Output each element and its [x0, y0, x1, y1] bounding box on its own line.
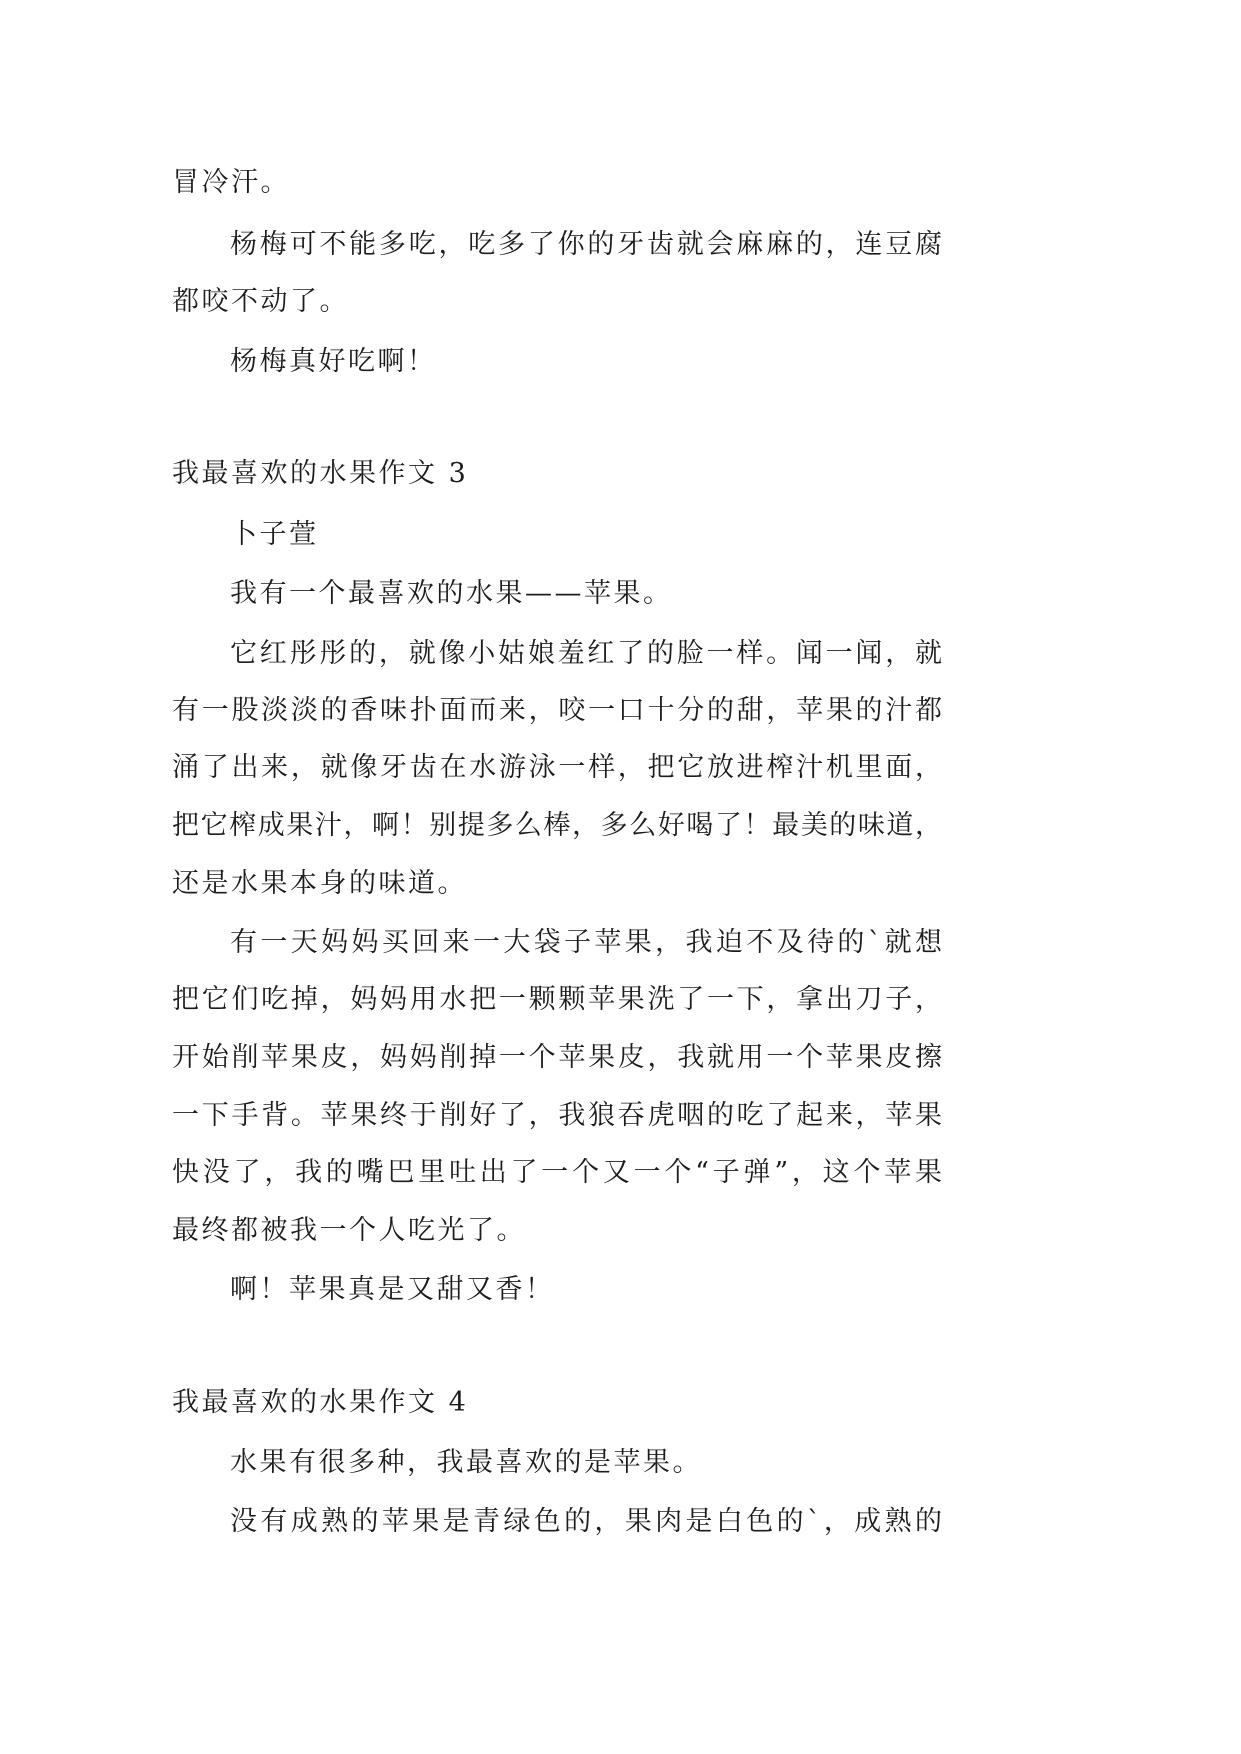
text-line: 把它榨成果汁，啊！别提多么棒，多么好喝了！最美的味道，: [172, 810, 942, 841]
text-line: 都咬不动了。: [172, 286, 349, 317]
text-line: 还是水果本身的味道。: [172, 868, 467, 899]
text-line: 快没了，我的嘴巴里吐出了一个又一个“子弹”，这个苹果: [172, 1157, 942, 1188]
text-line: 水果有很多种，我最喜欢的是苹果。: [230, 1447, 702, 1478]
text-line: 杨梅真好吃啊！: [230, 346, 437, 377]
text-line: 开始削苹果皮，妈妈削掉一个苹果皮，我就用一个苹果皮擦: [172, 1042, 942, 1073]
essay-heading: 我最喜欢的水果作文 3: [172, 458, 469, 489]
text-line: 冒冷汗。: [172, 167, 290, 198]
text-line: 它红彤彤的，就像小姑娘羞红了的脸一样。闻一闻，就: [230, 638, 942, 669]
author-name: 卜子萱: [230, 519, 319, 550]
text-line: 没有成熟的苹果是青绿色的，果肉是白色的`，成熟的: [230, 1506, 942, 1537]
text-line: 把它们吃掉，妈妈用水把一颗颗苹果洗了一下，拿出刀子，: [172, 984, 942, 1015]
text-line: 杨梅可不能多吃，吃多了你的牙齿就会麻麻的，连豆腐: [230, 229, 942, 260]
text-line: 涌了出来，就像牙齿在水游泳一样，把它放进榨汁机里面，: [172, 752, 942, 783]
text-line: 有一股淡淡的香味扑面而来，咬一口十分的甜，苹果的汁都: [172, 695, 942, 726]
essay-heading: 我最喜欢的水果作文 4: [172, 1387, 469, 1418]
text-line: 一下手背。苹果终于削好了，我狼吞虎咽的吃了起来，苹果: [172, 1100, 942, 1131]
text-line: 最终都被我一个人吃光了。: [172, 1215, 526, 1246]
text-line: 我有一个最喜欢的水果——苹果。: [230, 578, 673, 609]
text-line: 啊！苹果真是又甜又香！: [230, 1274, 555, 1305]
text-line: 有一天妈妈买回来一大袋子苹果，我迫不及待的`就想: [230, 927, 942, 958]
